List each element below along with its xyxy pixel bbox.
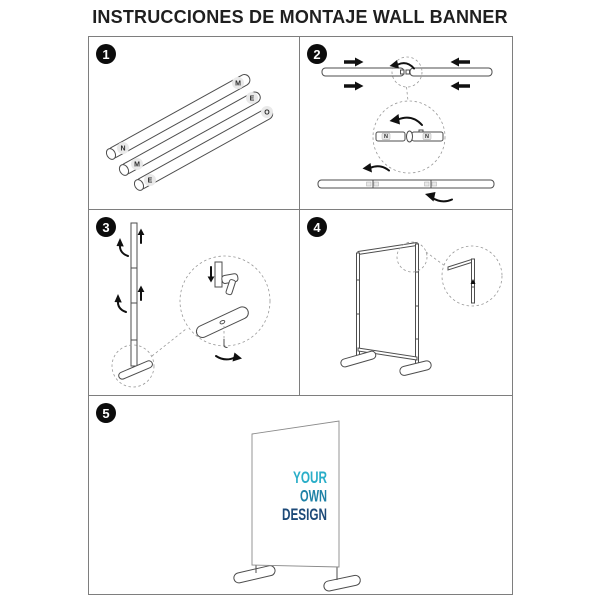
detail-foot-bracket [221, 273, 238, 295]
panel-3 [88, 209, 300, 396]
detail-right-joint-label [423, 133, 431, 140]
banner-right-foot [323, 574, 361, 591]
step-1-badge: 1 [96, 44, 116, 64]
svg-text:N: N [425, 134, 429, 141]
bar-joint-marker [432, 182, 437, 186]
panel-2 [299, 36, 513, 210]
step-5-badge: 5 [96, 403, 116, 423]
panel-1 [88, 36, 300, 210]
right-tube [410, 68, 492, 76]
svg-text:M: M [235, 80, 241, 88]
bar-joint-marker [425, 182, 430, 186]
bar-twist-arrow-right-head [425, 192, 436, 202]
curved-up-arrow-head [115, 294, 122, 303]
svg-text:E: E [249, 95, 255, 103]
push-left-arrow [451, 58, 471, 67]
upright-pole [131, 223, 137, 366]
detail-twist-arrow [398, 118, 422, 125]
panel-4 [299, 209, 513, 396]
panel-1-drawing [89, 37, 299, 209]
frame-left-pole [357, 253, 360, 359]
tube-1-right-label [232, 77, 244, 89]
zoom-connector-line [152, 329, 186, 356]
twist-arrow-head [390, 60, 400, 69]
detail-top-bar [448, 259, 473, 270]
up-arrow-head [138, 286, 145, 293]
zoom-connector-line [426, 252, 445, 266]
push-left-arrow [451, 82, 471, 91]
base-detail-circle [180, 256, 270, 346]
panel-3-drawing [89, 210, 299, 395]
svg-text:N: N [384, 134, 388, 141]
detail-twist-arrow-head [390, 114, 401, 125]
svg-text:O: O [264, 109, 270, 117]
up-arrow-head [138, 229, 145, 236]
detail-left-tube [376, 132, 405, 141]
panel-5 [88, 395, 513, 595]
design-line-3: DESIGN [282, 506, 327, 524]
detail-turn-arrow [216, 356, 235, 359]
svg-text:E: E [147, 177, 153, 185]
panel-2-drawing [300, 37, 512, 209]
detail-down-arrow-head [208, 277, 215, 283]
push-right-arrow [344, 58, 364, 67]
banner-left-foot [233, 565, 276, 584]
tube-3-left-label [144, 174, 156, 186]
push-right-arrow [344, 82, 364, 91]
right-tube-connector [406, 70, 410, 74]
detail-lock-button [419, 130, 423, 132]
curved-up-arrow-head [117, 238, 124, 247]
bar-twist-arrow-left [370, 166, 389, 170]
svg-text:M: M [134, 161, 140, 169]
bar-joint-marker [367, 182, 372, 186]
step-4-badge: 4 [307, 217, 327, 237]
step-2-badge: 2 [307, 44, 327, 64]
tube-3-right-label [261, 106, 273, 118]
detail-pole-end [215, 262, 222, 287]
frame-top-bar [358, 243, 417, 255]
tube-1-left-label [117, 142, 129, 154]
design-line-1: YOUR [293, 469, 328, 487]
left-tube-connector [401, 70, 405, 74]
tube-2-right-label [246, 92, 258, 104]
bar-joint-marker [374, 182, 379, 186]
panel-5-drawing [89, 396, 512, 594]
detail-turn-arrow-head [233, 353, 243, 362]
design-line-2: OWN [300, 487, 327, 506]
bar-twist-arrow-right [432, 198, 453, 202]
step-3-badge: 3 [96, 217, 116, 237]
bar-twist-arrow-left-head [363, 163, 373, 173]
detail-screw-pin [224, 339, 228, 348]
detail-base-foot [194, 305, 250, 340]
svg-text:N: N [120, 145, 126, 153]
detail-left-joint-label [382, 133, 390, 140]
assembled-bar [318, 180, 494, 188]
tube-2-left-label [131, 158, 143, 170]
zoom-connector-line [407, 87, 409, 101]
instruction-grid [88, 36, 513, 595]
detail-connector-end [407, 131, 413, 142]
panel-4-drawing [300, 210, 512, 395]
page-title: INSTRUCCIONES DE MONTAJE WALL BANNER [92, 7, 508, 27]
